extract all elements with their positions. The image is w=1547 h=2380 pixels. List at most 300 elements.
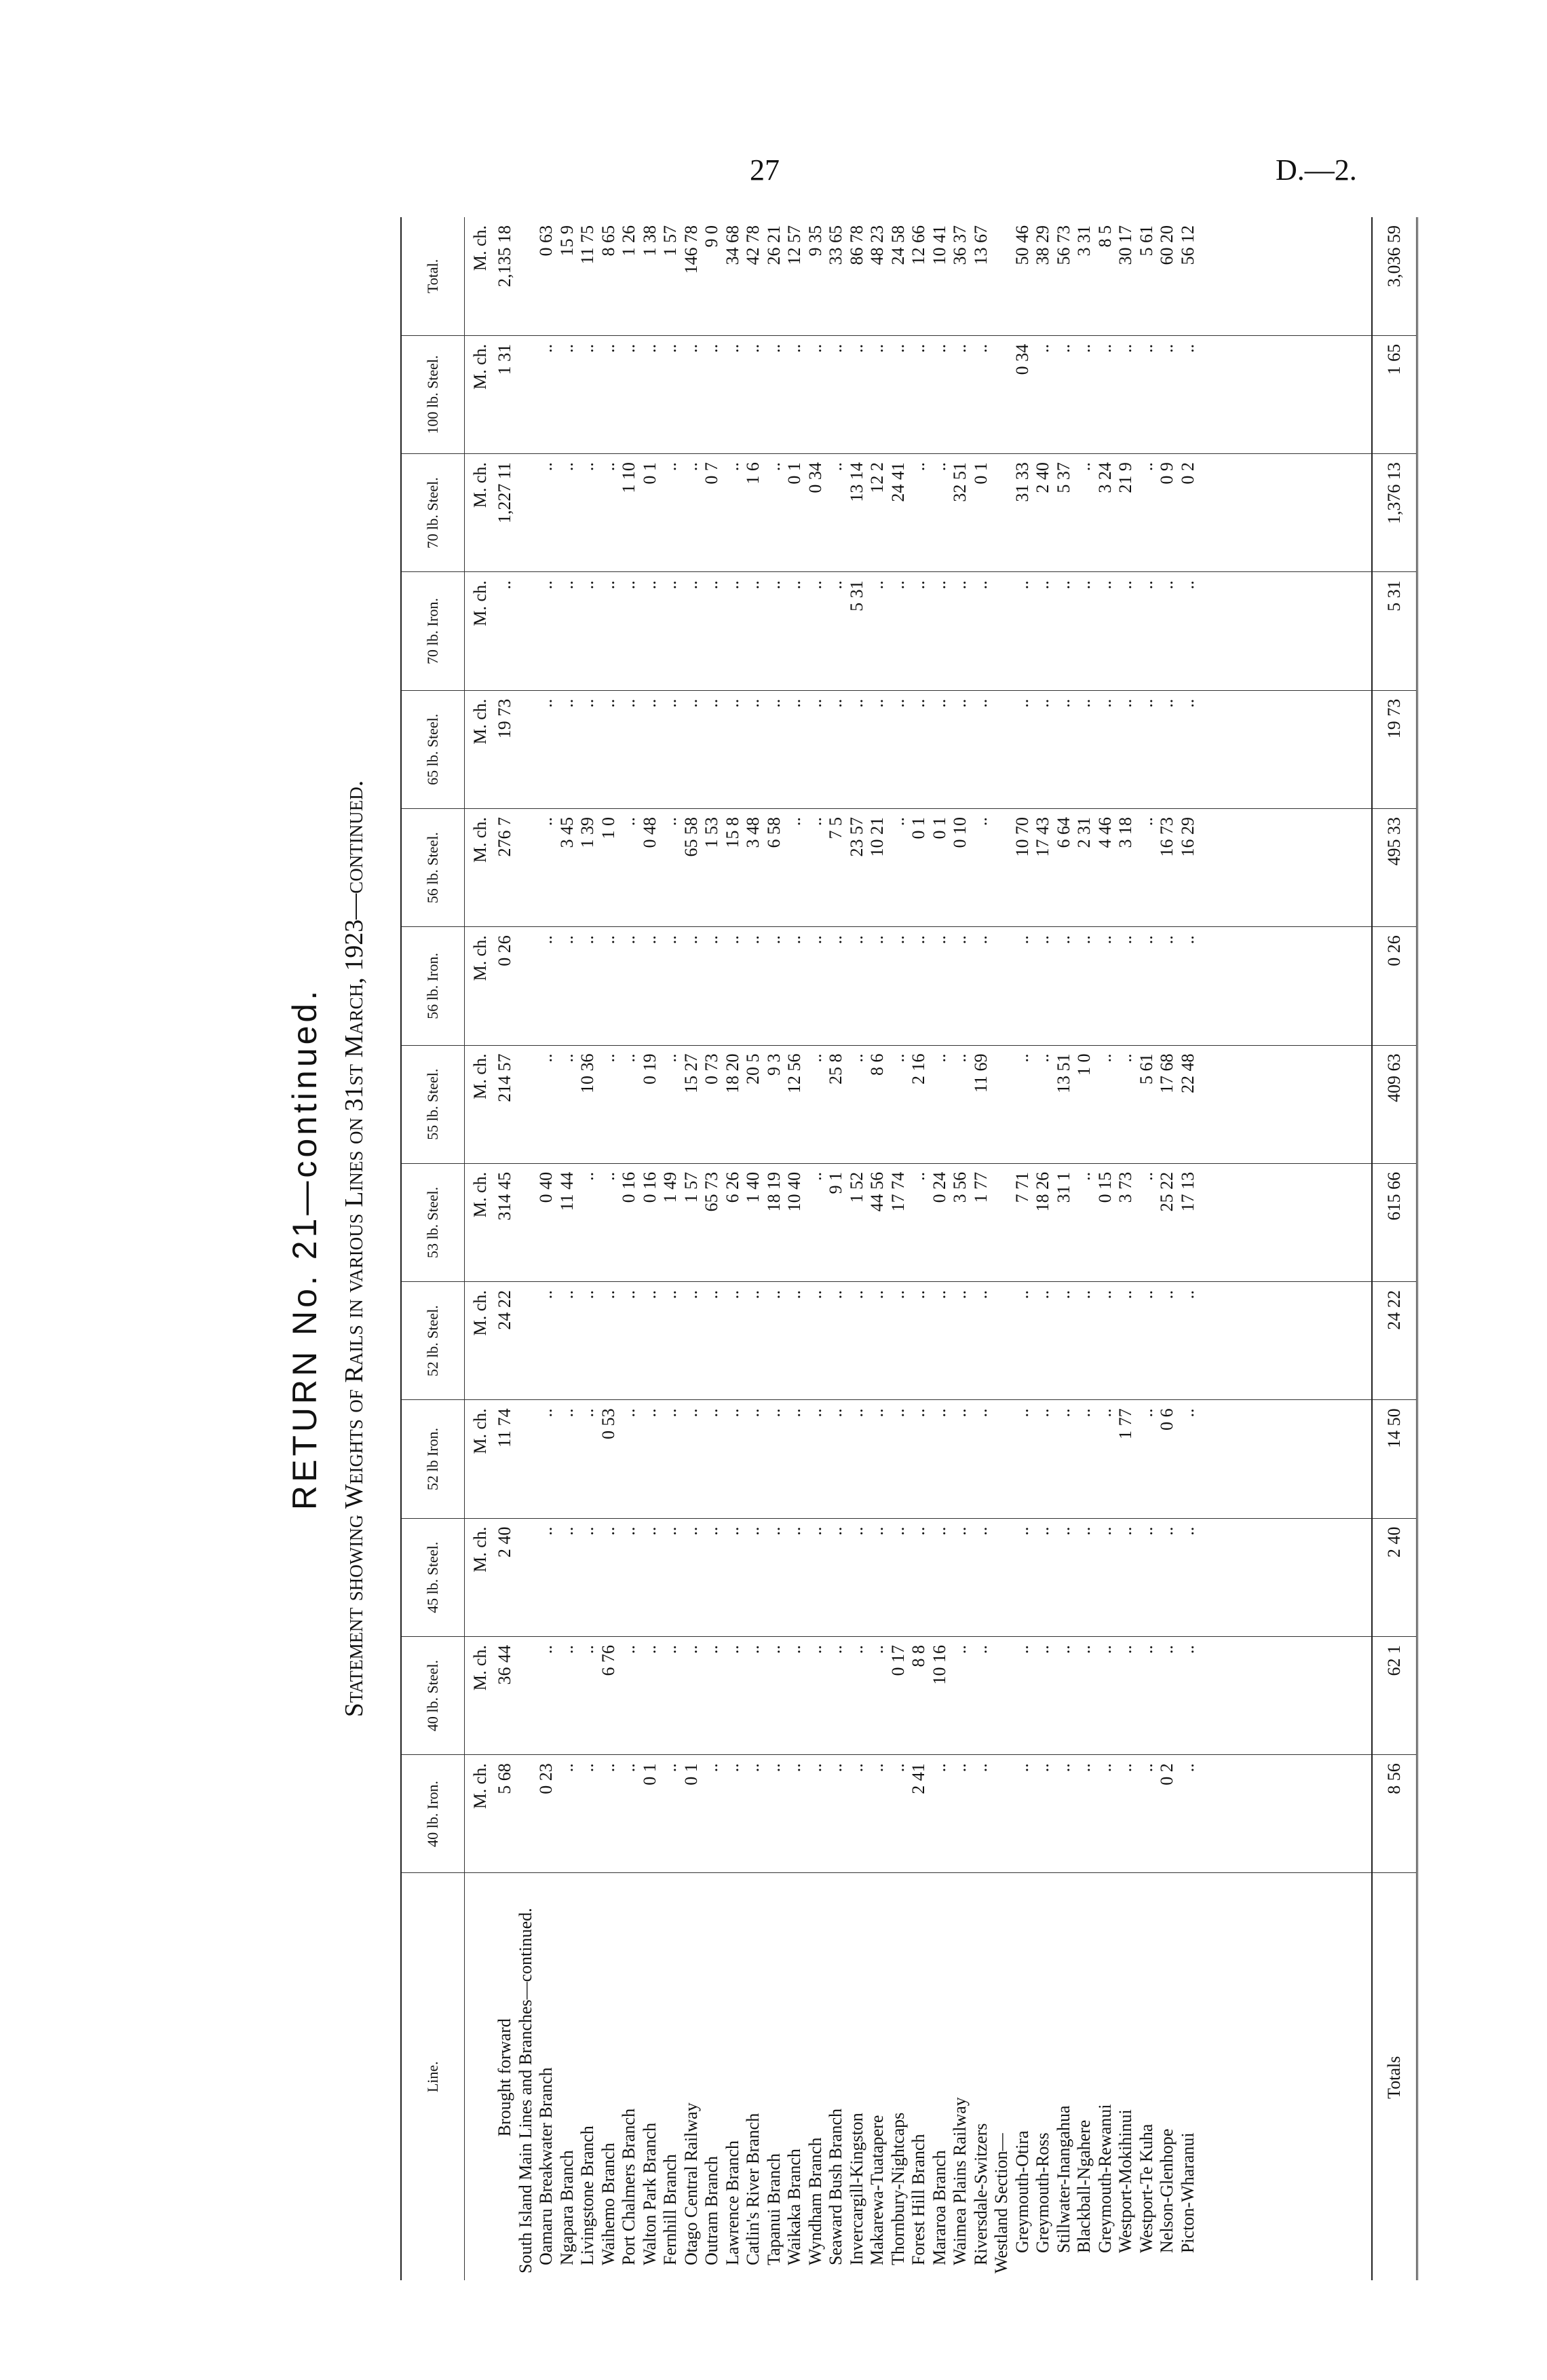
table-cell: 0 16 [639, 1171, 660, 1203]
table-cell: 10 41 [929, 225, 949, 265]
line-name: Westport-Mokihinui [1115, 2109, 1135, 2253]
table-cell: .. [929, 462, 949, 472]
table-cell: .. [1012, 935, 1032, 945]
table-cell: .. [1033, 1408, 1052, 1418]
table-cell: .. [929, 935, 949, 945]
line-name: Walton Park Branch [639, 2122, 660, 2265]
table-cell: .. [763, 698, 784, 708]
table-cell: 10 21 [867, 816, 887, 857]
table-cell: .. [536, 816, 556, 826]
table-cell: .. [1115, 935, 1135, 945]
table-cell: .. [577, 1171, 597, 1181]
column-steel55 [465, 1045, 1373, 1163]
line-name: Stillwater-Inangahua [1053, 2105, 1073, 2253]
table-cell: .. [1033, 1526, 1052, 1536]
line-name: Livingstone Branch [577, 2126, 597, 2265]
table-cell: 17 43 [1033, 816, 1052, 857]
table-cell: .. [722, 1644, 742, 1654]
line-name: Oamaru Breakwater Branch [536, 2067, 556, 2265]
table-cell: 314 45 [495, 1171, 514, 1221]
totals-cell: 409 63 [1372, 1045, 1417, 1163]
table-cell [516, 225, 537, 335]
totals-cell: 8 56 [1372, 1755, 1417, 1873]
table-cell: 56 12 [1177, 225, 1198, 265]
table-cell: 2 16 [909, 1053, 928, 1085]
table-cell: .. [1094, 935, 1115, 945]
line-name: Greymouth-Otira [1012, 2130, 1032, 2253]
line-name: Brought forward [495, 2018, 514, 2137]
table-cell: .. [660, 1053, 680, 1063]
table-cell: 5 37 [1053, 462, 1073, 493]
table-cell: 1 40 [743, 1171, 763, 1203]
table-cell: .. [681, 698, 701, 708]
table-cell: .. [970, 1526, 991, 1536]
table-cell: .. [639, 580, 660, 590]
table-cell: 8 65 [598, 225, 618, 257]
table-cell: .. [639, 935, 660, 945]
table-cell: .. [743, 343, 763, 353]
table-cell: .. [1136, 1644, 1156, 1654]
column-iron56 [465, 927, 1373, 1045]
table-cell: .. [1074, 1290, 1094, 1300]
table-cell: 3 45 [556, 816, 577, 848]
table-cell: 214 57 [495, 1053, 514, 1103]
table-cell: .. [702, 1644, 721, 1654]
table-cell: 18 19 [763, 1171, 784, 1212]
table-cell: .. [639, 1290, 660, 1300]
table-cell: 2 41 [909, 1763, 928, 1794]
table-cell: .. [1053, 343, 1073, 353]
table-cell: 12 66 [909, 225, 928, 265]
table-cell: 0 2 [1177, 462, 1198, 485]
table-cell: 56 73 [1053, 225, 1073, 265]
table-cell: 1 57 [660, 225, 680, 257]
table-cell: .. [722, 580, 742, 590]
column-iron40 [465, 1755, 1373, 1873]
table-cell: 0 15 [1094, 1171, 1115, 1203]
line-name: Wyndham Branch [805, 2137, 825, 2265]
table-cell: 0 6 [1157, 1408, 1177, 1431]
table-cell: 6 76 [598, 1644, 618, 1676]
line-name: Nelson-Glenhope [1157, 2128, 1177, 2253]
table-cell: 36 44 [495, 1644, 514, 1685]
table-cell: 1 53 [702, 816, 721, 848]
table-cell: .. [598, 1526, 618, 1536]
table-cell: .. [846, 343, 866, 353]
table-cell: .. [909, 1290, 928, 1300]
line-name: Thornbury-Nightcaps [887, 2112, 908, 2265]
table-cell: 11 75 [577, 225, 597, 265]
table-cell: .. [577, 1408, 597, 1418]
unit-label: M. ch. [470, 1290, 490, 1336]
table-cell: .. [1053, 580, 1073, 590]
table-cell: .. [887, 1526, 908, 1536]
table-cell: .. [887, 816, 908, 826]
table-cell: 12 56 [784, 1053, 804, 1094]
table-cell: 0 9 [1157, 462, 1177, 485]
column-header-total: Total. [401, 217, 465, 335]
table-cell: .. [1074, 580, 1094, 590]
table-cell: .. [1033, 698, 1052, 708]
table-cell: 13 51 [1053, 1053, 1073, 1094]
table-cell: 11 69 [970, 1053, 991, 1093]
table-cell [516, 462, 537, 571]
table-cell: .. [639, 698, 660, 708]
table-cell: .. [909, 1171, 928, 1181]
table-cell: 13 67 [970, 225, 991, 265]
totals-cell: 5 31 [1372, 572, 1417, 690]
table-cell: .. [887, 1763, 908, 1773]
table-cell: .. [1033, 580, 1052, 590]
table-cell: 3 73 [1115, 1171, 1135, 1203]
table-cell: .. [743, 580, 763, 590]
table-cell [991, 1172, 1012, 1281]
table-cell: .. [1053, 1763, 1073, 1773]
table-cell: .. [639, 343, 660, 353]
table-cell: .. [1094, 1408, 1115, 1418]
table-cell: .. [970, 816, 991, 826]
table-cell: 3 18 [1115, 816, 1135, 848]
table-cell [991, 1527, 1012, 1636]
line-name: Blackball-Ngahere [1074, 2119, 1094, 2253]
table-cell: .. [577, 1290, 597, 1300]
table-cell: .. [1136, 580, 1156, 590]
table-cell: 0 17 [887, 1644, 908, 1676]
table-cell: .. [681, 580, 701, 590]
table-cell: 1 49 [660, 1171, 680, 1203]
table-cell: 32 51 [950, 462, 970, 502]
table-cell: 10 36 [577, 1053, 597, 1094]
table-cell: 50 46 [1012, 225, 1032, 265]
table-cell: 17 68 [1157, 1053, 1177, 1094]
table-cell: .. [805, 698, 825, 708]
table-cell: .. [950, 1053, 970, 1063]
table-cell: .. [556, 343, 577, 353]
table-cell: .. [929, 1053, 949, 1063]
table-cell [516, 344, 537, 453]
table-cell: 0 2 [1157, 1763, 1177, 1786]
table-cell: .. [1053, 1644, 1073, 1654]
table-cell [991, 1763, 1012, 1872]
table-cell: .. [1157, 1644, 1177, 1654]
table-cell: .. [702, 1408, 721, 1418]
table-cell: .. [867, 1763, 887, 1773]
table-cell: .. [495, 580, 514, 590]
table-cell: .. [950, 1526, 970, 1536]
table-cell [516, 1290, 537, 1399]
line-name: Picton-Wharanui [1177, 2132, 1198, 2253]
table-cell: .. [1136, 462, 1156, 472]
table-cell: .. [826, 462, 845, 472]
column-header-iron52: 52 lb Iron. [401, 1400, 465, 1518]
table-cell: .. [763, 580, 784, 590]
table-cell: 48 23 [867, 225, 887, 265]
line-name: Tapanui Branch [763, 2153, 784, 2265]
column-header-steel65: 65 lb. Steel. [401, 690, 465, 808]
table-cell: 18 20 [722, 1053, 742, 1094]
table-cell [991, 1290, 1012, 1399]
unit-label: M. ch. [470, 462, 490, 508]
table-cell: .. [1136, 1763, 1156, 1773]
table-cell: 42 78 [743, 225, 763, 265]
table-cell: .. [1157, 1290, 1177, 1300]
table-cell: 8 6 [867, 1053, 887, 1076]
table-cell: .. [826, 1290, 845, 1300]
table-cell: .. [743, 1644, 763, 1654]
table-cell: 3 24 [1094, 462, 1115, 493]
table-cell: 6 64 [1053, 816, 1073, 848]
table-cell: 0 7 [702, 462, 721, 485]
table-cell: 65 58 [681, 816, 701, 857]
table-cell: .. [702, 698, 721, 708]
column-header-steel52: 52 lb. Steel. [401, 1282, 465, 1400]
line-name: South Island Main Lines and Branches—continued. [515, 1908, 535, 2273]
table-cell: .. [577, 1763, 597, 1773]
column-header-iron40: 40 lb. Iron. [401, 1755, 465, 1873]
table-cell: .. [805, 1408, 825, 1418]
column-total [465, 217, 1373, 335]
table-cell: .. [536, 1408, 556, 1418]
table-cell [991, 1645, 1012, 1754]
table-cell: 33 65 [826, 225, 845, 265]
table-cell: 30 17 [1115, 225, 1135, 265]
table-cell: .. [619, 1408, 638, 1418]
table-cell: 1 38 [639, 225, 660, 257]
table-cell: 1 57 [681, 1171, 701, 1203]
table-cell: .. [805, 1171, 825, 1181]
table-cell: .. [619, 580, 638, 590]
table-cell: .. [867, 1526, 887, 1536]
table-cell: .. [702, 1526, 721, 1536]
line-name: Port Chalmers Branch [619, 2108, 638, 2265]
table-cell: .. [702, 580, 721, 590]
table-cell: .. [929, 698, 949, 708]
table-cell: .. [722, 698, 742, 708]
table-cell: .. [805, 343, 825, 353]
table-cell: .. [556, 580, 577, 590]
table-cell: .. [1136, 1408, 1156, 1418]
totals-cell: 2 40 [1372, 1518, 1417, 1636]
table-cell: .. [826, 1644, 845, 1654]
table-cell: .. [784, 580, 804, 590]
table-cell: .. [722, 343, 742, 353]
table-cell: .. [722, 1763, 742, 1773]
table-cell: .. [598, 1290, 618, 1300]
table-cell: .. [1136, 816, 1156, 826]
table-cell: 44 56 [867, 1171, 887, 1212]
table-cell: .. [1115, 343, 1135, 353]
line-name: Westland Section— [991, 2133, 1011, 2273]
table-cell: 1,227 11 [495, 462, 514, 524]
table-cell: 276 7 [495, 816, 514, 857]
column-header-line: Line. [401, 1873, 465, 2280]
table-cell: 3 56 [950, 1171, 970, 1203]
table-cell: 0 1 [929, 816, 949, 839]
table-cell: .. [1157, 580, 1177, 590]
table-cell: .. [950, 935, 970, 945]
table-cell: .. [660, 1763, 680, 1773]
table-cell: 17 74 [887, 1171, 908, 1212]
table-cell: .. [929, 1408, 949, 1418]
table-cell: .. [681, 935, 701, 945]
table-cell: .. [536, 343, 556, 353]
unit-label: M. ch. [470, 1171, 490, 1217]
table-cell: 24 41 [887, 462, 908, 502]
table-cell: .. [1012, 1644, 1032, 1654]
table-cell: .. [536, 1053, 556, 1063]
table-cell: .. [1136, 698, 1156, 708]
table-cell: .. [556, 1408, 577, 1418]
table-cell: .. [619, 935, 638, 945]
table-cell: .. [1094, 698, 1115, 708]
table-cell: .. [970, 580, 991, 590]
table-cell: 0 19 [639, 1053, 660, 1085]
table-cell: .. [681, 1290, 701, 1300]
table-cell [991, 1408, 1012, 1517]
table-cell: 5 61 [1136, 225, 1156, 257]
table-cell: .. [1177, 1763, 1198, 1773]
table-cell: .. [763, 1408, 784, 1418]
table-cell: .. [681, 343, 701, 353]
table-cell [516, 1408, 537, 1517]
table-cell: .. [887, 343, 908, 353]
table-cell: .. [763, 343, 784, 353]
unit-label: M. ch. [470, 816, 490, 863]
unit-label: M. ch. [470, 343, 490, 390]
table-cell: 0 1 [639, 1763, 660, 1786]
table-cell: 6 58 [763, 816, 784, 848]
table-cell: 3 31 [1074, 225, 1094, 257]
table-cell: .. [681, 1644, 701, 1654]
table-cell [991, 699, 1012, 808]
table-cell: 6 26 [722, 1171, 742, 1203]
table-cell: .. [1074, 1171, 1094, 1181]
table-cell: .. [1033, 1290, 1052, 1300]
table-cell: .. [598, 1763, 618, 1773]
table-cell: 8 5 [1094, 225, 1115, 248]
table-cell: 1 0 [1074, 1053, 1094, 1076]
column-header-iron70: 70 lb. Iron. [401, 572, 465, 690]
table-cell: .. [1074, 1408, 1094, 1418]
table-cell: 20 5 [743, 1053, 763, 1085]
table-cell: .. [1136, 1171, 1156, 1181]
table-cell: 9 0 [702, 225, 721, 248]
table-cell: .. [805, 580, 825, 590]
table-cell: 0 1 [784, 462, 804, 485]
table-cell: .. [619, 816, 638, 826]
table-cell: .. [950, 343, 970, 353]
table-cell: .. [887, 1053, 908, 1063]
table-cell: .. [722, 1290, 742, 1300]
table-cell: 15 8 [722, 816, 742, 848]
table-cell: .. [805, 1644, 825, 1654]
table-cell: .. [577, 462, 597, 472]
table-cell: .. [784, 698, 804, 708]
table-cell: .. [784, 1644, 804, 1654]
unit-label: M. ch. [470, 935, 490, 981]
table-cell: .. [1094, 1053, 1115, 1063]
unit-label: M. ch. [470, 1408, 490, 1454]
table-cell: .. [598, 1171, 618, 1181]
table-cell: 2,135 18 [495, 225, 514, 287]
table-cell: 8 8 [909, 1644, 928, 1667]
table-cell: .. [1033, 935, 1052, 945]
table-cell: .. [867, 698, 887, 708]
table-cell: .. [660, 1526, 680, 1536]
table-cell: .. [1115, 1763, 1135, 1773]
table-cell: .. [784, 1763, 804, 1773]
table-cell: 0 48 [639, 816, 660, 848]
table-cell: 25 8 [826, 1053, 845, 1085]
table-cell: .. [950, 698, 970, 708]
table-cell: 5 61 [1136, 1053, 1156, 1085]
table-cell: .. [805, 1290, 825, 1300]
table-cell: .. [763, 1526, 784, 1536]
table-cell: 3 48 [743, 816, 763, 848]
table-cell [516, 580, 537, 689]
line-name: Otago Central Railway [681, 2102, 701, 2265]
line-name: Lawrence Branch [722, 2140, 742, 2265]
table-cell: 16 73 [1157, 816, 1177, 857]
table-cell: .. [1157, 1526, 1177, 1536]
table-cell: .. [1136, 935, 1156, 945]
totals-cell: 1,376 13 [1372, 454, 1417, 572]
table-cell: 0 63 [536, 225, 556, 257]
statement-title: Statement showing Weights of Rails in various Lines on 31st March, 1923—continued. [340, 780, 368, 1718]
table-cell [991, 344, 1012, 453]
line-name: Fernhill Branch [660, 2154, 680, 2265]
table-cell: .. [1094, 1763, 1115, 1773]
table-cell: .. [639, 1644, 660, 1654]
table-cell: 0 1 [970, 462, 991, 485]
table-cell: .. [619, 1053, 638, 1063]
table-cell: .. [763, 1763, 784, 1773]
line-name: Greymouth-Ross [1033, 2132, 1052, 2253]
line-name: Seaward Bush Branch [826, 2108, 845, 2265]
table-cell: .. [536, 1526, 556, 1536]
column-header-steel40: 40 lb. Steel. [401, 1636, 465, 1754]
table-cell: .. [598, 935, 618, 945]
table-cell: .. [867, 935, 887, 945]
table-cell: .. [660, 1290, 680, 1300]
table-cell: 17 13 [1177, 1171, 1198, 1212]
table-cell: .. [763, 1290, 784, 1300]
table-cell: .. [1177, 580, 1198, 590]
column-steel56 [465, 808, 1373, 926]
table-cell: .. [1053, 1290, 1073, 1300]
table-cell: .. [846, 1408, 866, 1418]
table-cell: .. [867, 1644, 887, 1654]
table-cell: .. [1074, 462, 1094, 472]
table-cell: 1 39 [577, 816, 597, 848]
table-cell [516, 1172, 537, 1281]
table-cell: .. [970, 1644, 991, 1654]
table-cell: .. [805, 1763, 825, 1773]
table-cell: .. [702, 1763, 721, 1773]
column-steel70 [465, 454, 1373, 572]
table-cell: 13 14 [846, 462, 866, 502]
table-cell: 10 70 [1012, 816, 1032, 857]
table-cell [516, 1054, 537, 1163]
totals-row [1372, 217, 1417, 2280]
totals-cell: 1 65 [1372, 335, 1417, 453]
table-cell: .. [660, 935, 680, 945]
table-cell: .. [1074, 343, 1094, 353]
table-cell: .. [950, 1408, 970, 1418]
table-cell: .. [784, 816, 804, 826]
table-cell [516, 935, 537, 1044]
table-cell [991, 580, 1012, 689]
